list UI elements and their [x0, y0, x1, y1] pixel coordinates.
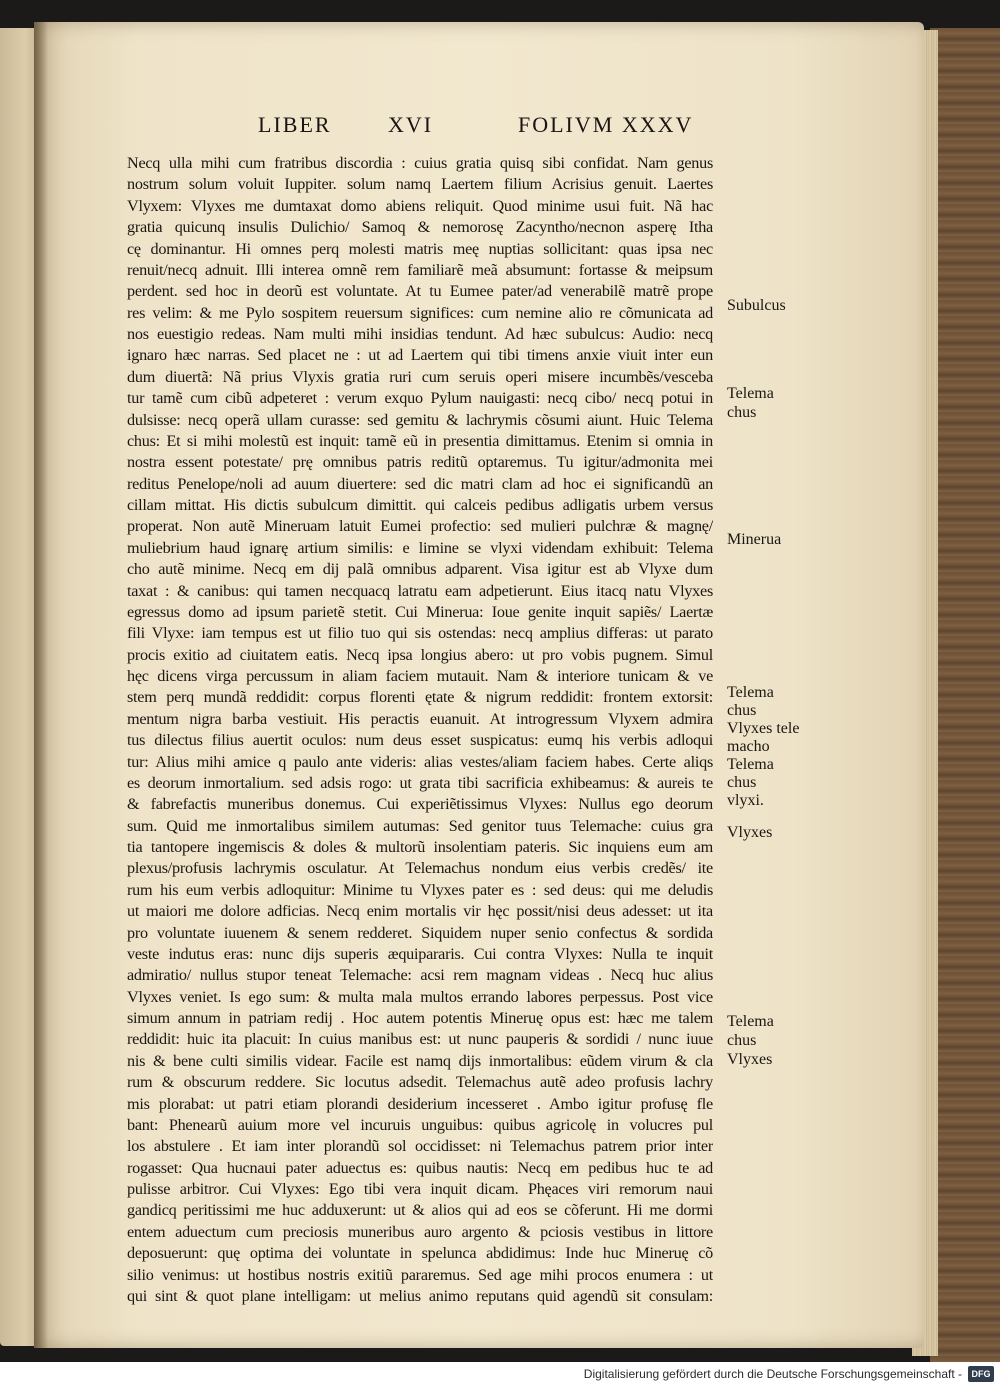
page-gutter-shadow [34, 22, 48, 1348]
text-line: dum diuertã: Nã prius Vlyxis gratia ruri cum seruis operi misere incumbẽs/vesceba [127, 367, 713, 386]
text-line: cę dominantur. Hi omnes perq molesti matris meę nuptias sollicitant: quas ipsa nec [127, 239, 713, 258]
text-line: nis & bene culti similis videar. Facile est namq dijs inmortalibus: eũdem virum & cla [127, 1051, 713, 1070]
dfg-logo: DFG [968, 1366, 994, 1382]
text-line: taxat : & canibus: qui tamen necquacq latratu eam adpetierunt. Eius itacq natu Vlyxes [127, 581, 713, 600]
text-line: ut maiori me dolore adficias. Necq enim mortalis vir hęc possit/nisi deus adesset: ut ita [127, 902, 713, 921]
text-line: qui sint & quot plane intelligam: ut melius animo reputans quid agendũ sit consulam: [127, 1286, 713, 1305]
marginal-note-telemachus-2a: Telema [727, 684, 774, 701]
text-line: chus: Et si mihi molestũ est inquit: tamẽ eũ in presentia dimittamus. Etenim si omnia in [127, 431, 713, 450]
text-line: pro voluntate iuuenem & senem redderet. Siquidem nuper senio confectus & sordida [127, 923, 713, 942]
text-line: reddidit: huic ita placuit: In cuius manibus est: ut nunc pauperis & sordidi / nunc iuue [127, 1030, 713, 1049]
running-head-folium: FOLIVM XXXV [518, 112, 694, 137]
text-line: Necq ulla mihi cum fratribus discordia : cuius gratia quisq sibi confidat. Nam genus [127, 154, 713, 172]
marginal-note-telemachus-4a: Telema [727, 1013, 774, 1030]
text-line: rum his eum verbis adloquitur: Minime tu Vlyxes pater es : sed deus: qui me deludis [127, 880, 713, 899]
text-line: veste indutus eras: nunc dijs superis æquipararis. Cui contra Vlyxes: Nulla te inquit [127, 944, 713, 963]
marginal-note-telemachus-2b: chus [727, 702, 757, 719]
text-line: tur tamẽ cum cibũ adpeteret : verum exquo Pylum nauigasti: necq cibo/ necq potui in [127, 389, 713, 408]
text-line: deposuerunt: quę optima dei voluntate in spelunca abdidimus: Inde huc Mineruę cõ [127, 1244, 713, 1263]
book-cover-edge [930, 28, 1000, 1362]
running-head-liber: LIBER [258, 112, 332, 137]
text-line: muliebrium haud ignarę artium similis: e limine se vlyxi videndam exhibuit: Telema [127, 538, 713, 557]
marginal-note-telemachus-1a: Telema [727, 385, 774, 402]
text-line: los abstulere . Et iam inter plorandũ sol occidisset: ni Telemachus patrem prior inter [127, 1137, 713, 1156]
marginal-note-vlyxi: vlyxi. [727, 792, 764, 809]
text-line: fili Vlyxe: iam tempus est ut filio tuo qui sis ostendas: necq amplius differas: ut parato [127, 624, 713, 643]
text-line: renuit/necq adnuit. Illi interea omnẽ rem familiarẽ meã absumunt: fortasse & meipsum [127, 260, 713, 279]
text-line: reditus Penelope/noli ad auum diuertere: sed dic matri clam ad hoc ei significandũ an [127, 474, 713, 493]
text-line: Vlyxes veniet. Is ego sum: & multa mala multos errando labores perpessus. Post vice [127, 987, 713, 1006]
marginal-note-telemachus-4b: chus [727, 1032, 757, 1049]
text-line: gandicq peritissimi me huc adduxerunt: ut & alios qui ad eos se cõferunt. Hi me dormi [127, 1201, 713, 1220]
text-line: nostrum solum voluit Iuppiter. solum namq Laertem filium Acrisius genuit. Laertes [127, 175, 713, 194]
text-line: perdent. sed hoc in deorũ est voluntate. At tu Eumee pater/ad venerabilẽ matrẽ prope [127, 282, 713, 301]
funding-credit: Digitalisierung gefördert durch die Deutsche Forschungsgemeinschaft - [583, 1367, 962, 1381]
text-line: egressus domo ad ipsum parietẽ stetit. Cui Minerua: Ioue genite inquit sapiẽs/ Laertæ [127, 602, 713, 621]
text-line: ignaro hæc narras. Sed placet ne : ut ad Laertem qui tibi timens anxie viuit inter eun [127, 346, 713, 365]
text-line: tur: Alius mihi amice q paulo ante videris: alias vestes/aliam faciem habes. Certe aliqs [127, 752, 713, 771]
text-line: nos euestigio redeas. Nam multi mihi insidias tendunt. Ad hæc subulcus: Audio: necq [127, 325, 713, 343]
text-line: silio venimus: ut hostibus nostris exitiũ pararemus. Sed age mihi procos enumera : ut [127, 1265, 713, 1284]
text-line: entem aduectum cum preciosis muneribus auro argento & pciosis vestibus in littore [127, 1222, 713, 1241]
text-line: stem perq mundã reddidit: corpus florenti ętate & nigrum reddidit: frontem extorsit: [127, 688, 713, 707]
text-line: Vlyxem: Vlyxes me dumtaxat domo abiens reliquit. Quod minime usui fuit. Nã hac [127, 196, 713, 215]
marginal-note-subulcus: Subulcus [727, 297, 786, 314]
text-line: tus dilectus filius auertit oculos: num deus esset suspicatus: eumq his verbis adloqui [127, 731, 713, 750]
text-line: hęc dicens virga percussum in aliam faciem mutauit. Nam & interiore tunicam & ve [127, 667, 713, 685]
text-line: rogasset: Qua hucnaui pater aduectus es: quibus nautis: Necq em pedibus huc te ad [127, 1158, 713, 1177]
text-line: nostra essent potestate/ prę omnibus patris reditũ optaremus. Tu igitur/admonita mei [127, 453, 713, 472]
text-line: res velim: & me Pylo sospitem reuersum significes: cum nemine alio re cõmunicata ad [127, 303, 713, 322]
marginal-note-vlyxes-1: Vlyxes [727, 824, 773, 841]
text-line: mis plorabat: ut patri etiam plorandi desiderium incesseret . Ambo igitur profusę fle [127, 1094, 713, 1113]
text-line: dulsisse: necq operã ullam curasse: sed gemitu & lachrymis cõsumi aiunt. Huic Telema [127, 410, 713, 429]
marginal-note-vlyxes-telemacho-b: macho [727, 738, 770, 755]
text-line: & fabrefactis muneribus donemus. Cui experiẽtissimus Vlyxes: Nullus ego deorum [127, 795, 713, 814]
text-line: sum. Quid me inmortalibus similem autumas: Sed genitor tuus Telemache: cuius gra [127, 816, 713, 835]
footer-bar [0, 1362, 1000, 1388]
text-line: mentum nigra barba vestiuit. His peractis euanuit. At introgressum Vlyxem admira [127, 709, 713, 728]
text-line: rum & obscurum reddere. Sic locutus adsedit. Telemachus autẽ adeo profusis lachry [127, 1073, 713, 1092]
marginal-note-telemachus-3b: chus [727, 774, 757, 791]
text-line: gratia quicunq insulis Dulichio/ Samoq & nemorosę Zacyntho/necnon asperę Itha [127, 218, 713, 237]
marginal-note-minerua: Minerua [727, 531, 782, 548]
text-line: es deorum inmortalium. sed adsis rogo: ut grata tibi sacrificia exhibeamus: & aureis te [127, 773, 713, 792]
text-line: pulisse arbitror. Cui Vlyxes: Ego tibi vera inquit dicam. Phęaces viri remorum naui [127, 1180, 713, 1198]
marginal-note-telemachus-3a: Telema [727, 756, 774, 773]
text-line: cillam mittat. His dictis subulcum dimittit. qui calceis pedibus adligatis urbem versus [127, 496, 713, 514]
text-line: cho autẽ minime. Necq em dij palã omnibus adparent. Visa igitur est ab Vlyxe dum [127, 560, 713, 579]
text-line: simum annum in patriam redij . Hoc autem potentis Mineruę opus est: hæc me talem [127, 1009, 713, 1027]
text-line: plexus/profusis lachrymis osculatur. At Telemachus nondum eius verbis credẽs/ ite [127, 859, 713, 878]
text-line: tia tantopere ingemiscis & doles & multorũ insolentiam pateris. Sic inquiens eum am [127, 838, 713, 856]
text-line: properat. Non autẽ Mineruam latuit Eumei profectio: sed mulieri pulchræ & magnę/ [127, 517, 713, 536]
text-line: admiratio/ nullus stupor teneat Telemache: acsi rem magnam videas . Necq huc alius [127, 966, 713, 985]
marginal-note-telemachus-1b: chus [727, 404, 757, 421]
marginal-note-vlyxes-telemacho-a: Vlyxes tele [727, 720, 800, 737]
text-line: procis exitio ad ciuitatem eatis. Necq ipsa longius abero: ut pro vobis pugnem. Simul [127, 645, 713, 664]
body-text [127, 153, 713, 1307]
marginal-note-vlyxes-2: Vlyxes [727, 1051, 773, 1068]
text-line: bant: Phenearũ auium more vel incuruis unguibus: quibus agricolę in volucres pul [127, 1115, 713, 1134]
running-head-book-number: XVI [388, 112, 434, 137]
